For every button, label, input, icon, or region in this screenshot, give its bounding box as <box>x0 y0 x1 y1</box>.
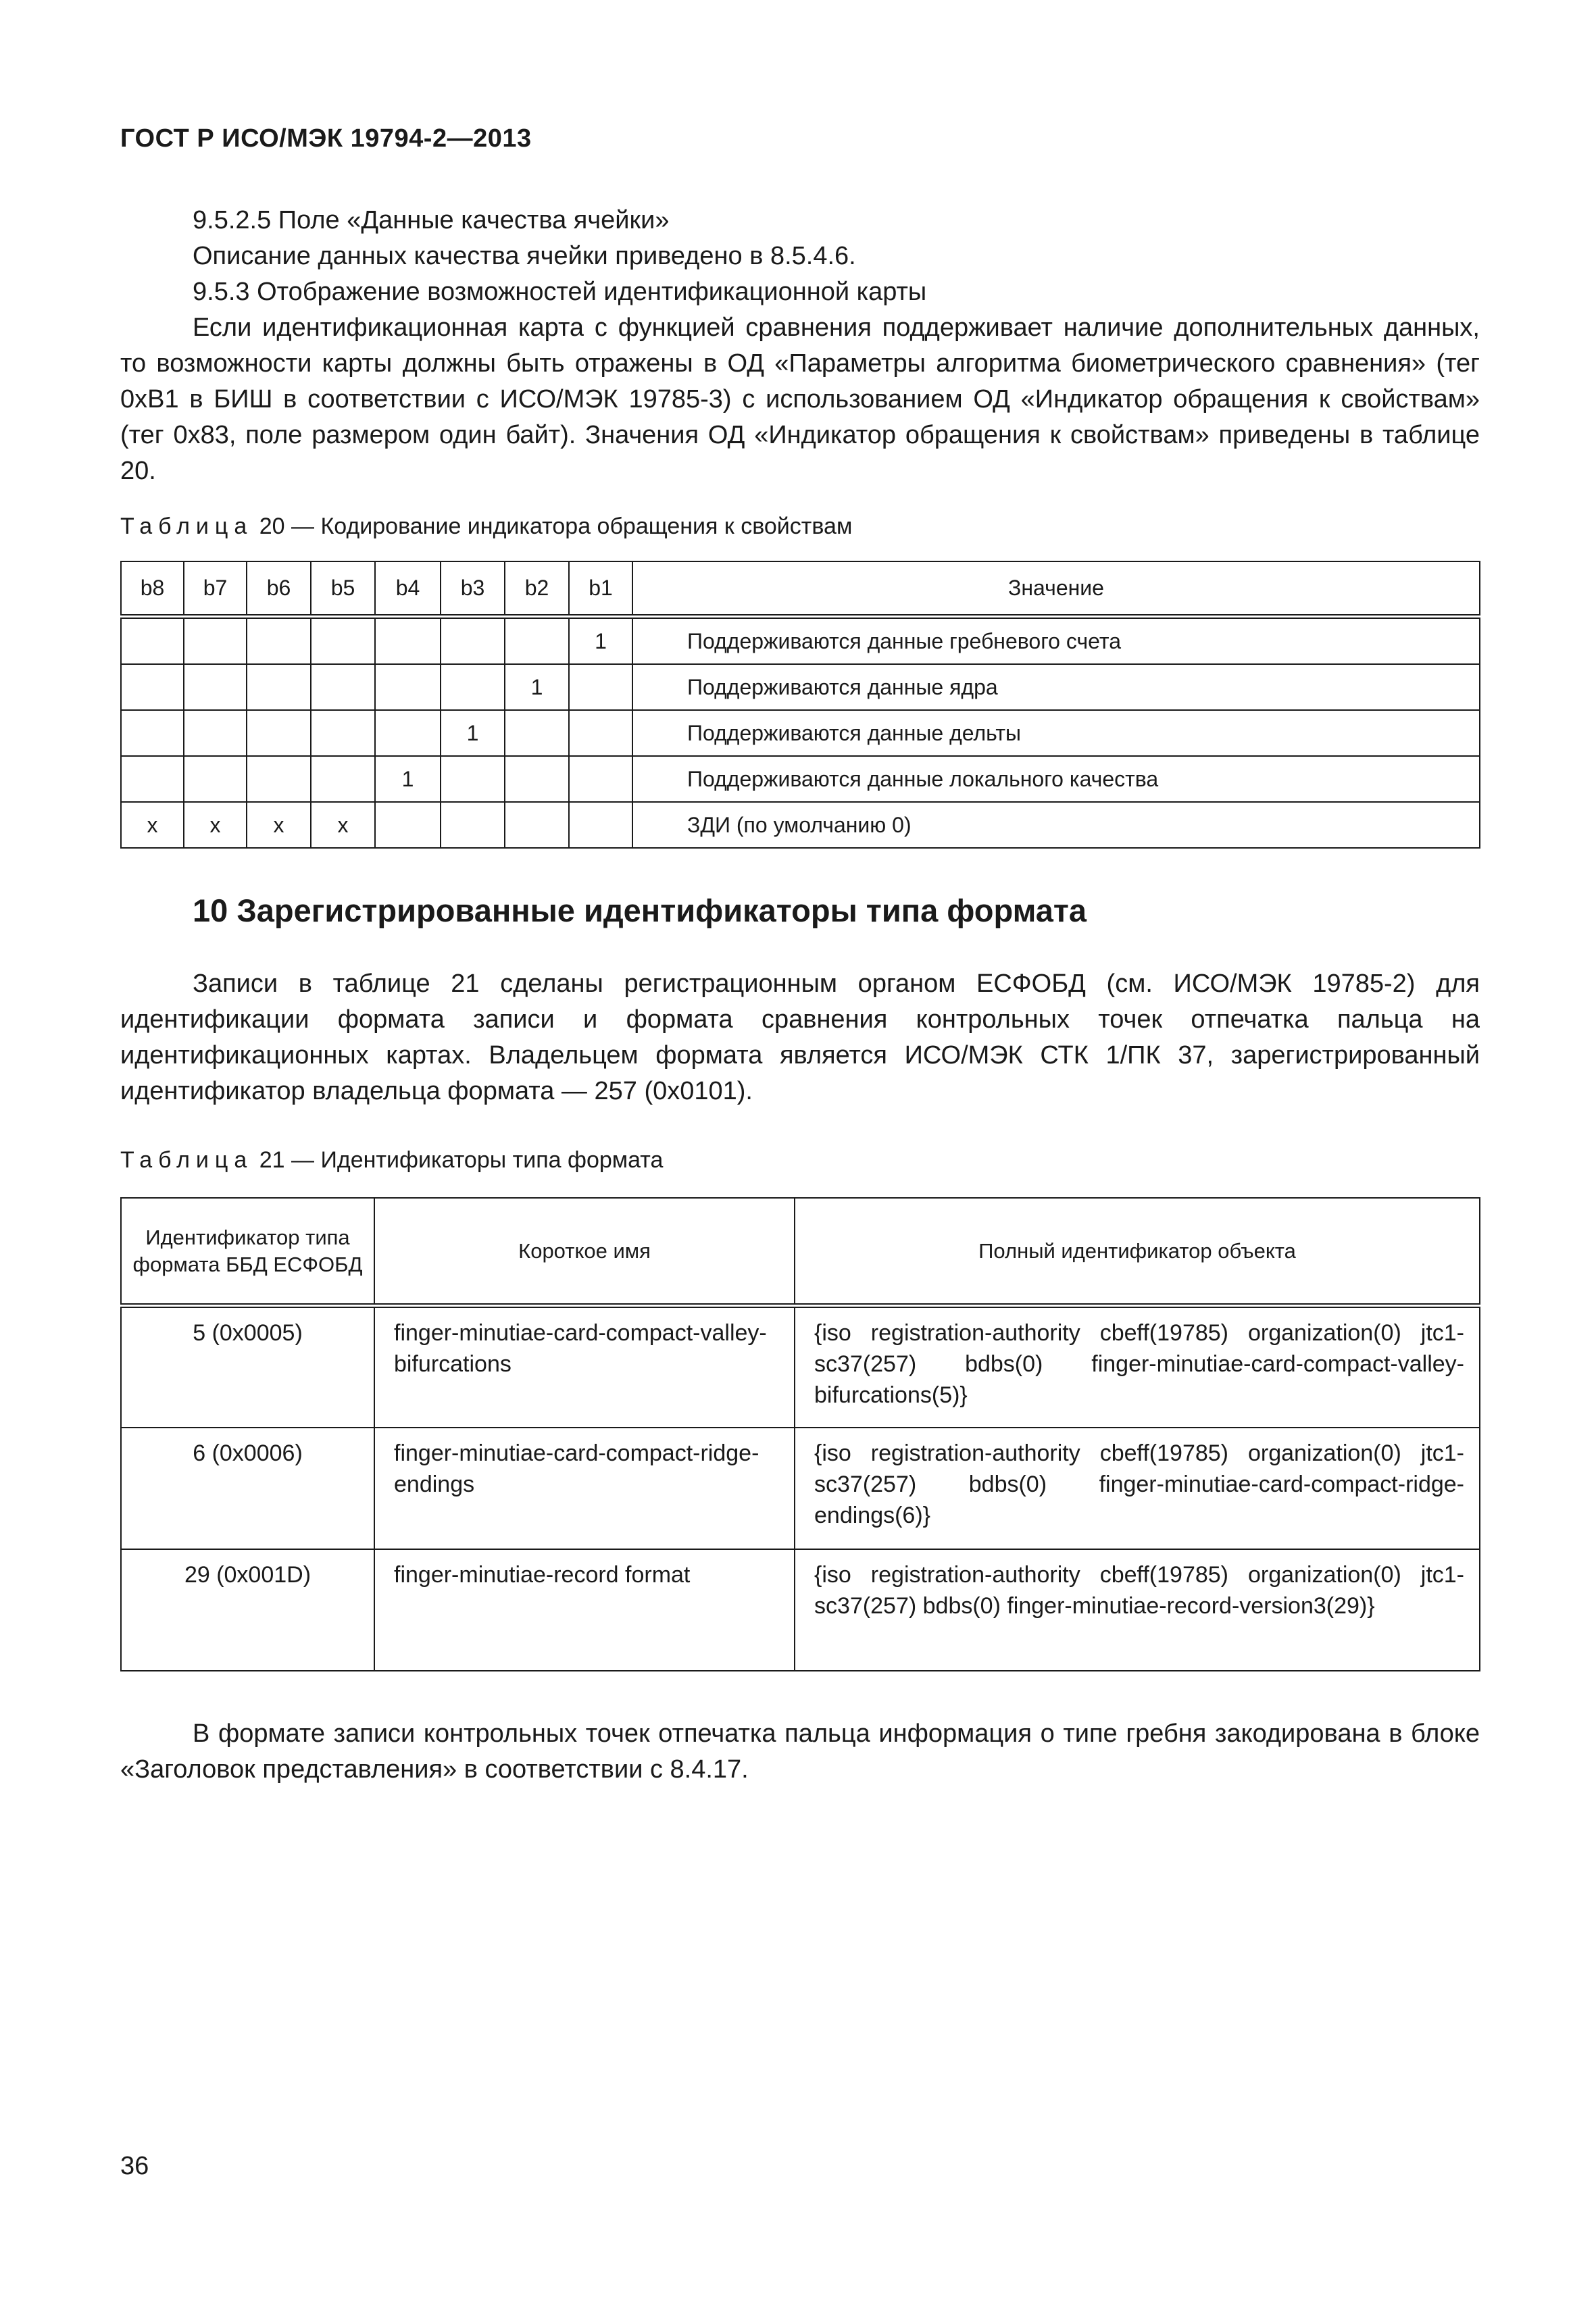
table-21-caption-prefix: Таблица <box>120 1147 253 1173</box>
table-cell <box>375 664 441 710</box>
table-21-header-cell: Полный идентификатор объекта <box>795 1198 1480 1306</box>
table-20-caption-prefix: Таблица <box>120 513 253 539</box>
table-20-caption-text: 20 — Кодирование индикатора обращения к свойствам <box>253 513 853 539</box>
table-cell <box>311 664 375 710</box>
clause-9-5-2-5-text: Описание данных качества ячейки приведено в 8.5.4.6. <box>193 242 856 270</box>
table-20-header-value: Значение <box>632 561 1480 617</box>
table-cell <box>247 756 311 802</box>
table-20-header-row <box>121 561 1480 617</box>
table-cell: x <box>311 802 375 848</box>
table-20-header-cell: b6 <box>247 561 311 617</box>
table-cell-short-name: finger-minutiae-card-compact-ridge-endings <box>374 1428 795 1549</box>
table-cell-value: Поддерживаются данные ядра <box>632 664 1480 710</box>
table-cell <box>121 756 184 802</box>
table-cell <box>184 756 247 802</box>
table-cell <box>441 664 505 710</box>
table-20-header-cell: b1 <box>569 561 632 617</box>
table-cell <box>505 802 569 848</box>
table-cell-format-id: 5 (0x0005) <box>121 1306 374 1428</box>
table-cell-short-name: finger-minutiae-record format <box>374 1549 795 1671</box>
table-20-header-cell: b3 <box>441 561 505 617</box>
table-cell <box>375 710 441 756</box>
table-row <box>121 710 1480 756</box>
table-20 <box>120 561 1480 849</box>
table-21-caption-text: 21 — Идентификаторы типа формата <box>253 1147 664 1173</box>
table-cell <box>441 802 505 848</box>
table-cell <box>184 617 247 665</box>
table-cell <box>311 756 375 802</box>
table-cell <box>247 710 311 756</box>
table-cell-object-id: {iso registration-authority cbeff(19785) organization(0) jtc1-sc37(257) bdbs(0) finger-minutiae-card-compact-valley-bifurcations(5)} <box>795 1306 1480 1428</box>
table-cell-short-name: finger-minutiae-card-compact-valley-bifurcations <box>374 1306 795 1428</box>
table-20-header-cell: b2 <box>505 561 569 617</box>
table-cell-object-id: {iso registration-authority cbeff(19785) organization(0) jtc1-sc37(257) bdbs(0) finger-minutiae-record-version3(29)} <box>795 1549 1480 1671</box>
table-row <box>121 1549 1480 1671</box>
table-cell <box>569 802 632 848</box>
table-cell <box>569 756 632 802</box>
table-20-header-cell: b4 <box>375 561 441 617</box>
table-cell: x <box>247 802 311 848</box>
table-cell: 1 <box>375 756 441 802</box>
table-20-header-cell: b7 <box>184 561 247 617</box>
table-cell <box>505 756 569 802</box>
table-row <box>121 1306 1480 1428</box>
table-row <box>121 617 1480 665</box>
table-cell <box>247 664 311 710</box>
table-cell <box>121 664 184 710</box>
table-cell-format-id: 6 (0x0006) <box>121 1428 374 1549</box>
table-cell-value: Поддерживаются данные гребневого счета <box>632 617 1480 665</box>
table-20-header-cell: b8 <box>121 561 184 617</box>
table-cell: x <box>184 802 247 848</box>
table-cell-format-id: 29 (0x001D) <box>121 1549 374 1671</box>
table-row <box>121 664 1480 710</box>
table-cell <box>441 756 505 802</box>
table-cell-value: Поддерживаются данные локального качества <box>632 756 1480 802</box>
table-20-caption <box>120 513 852 540</box>
page-number: 36 <box>120 2152 149 2180</box>
table-cell <box>311 710 375 756</box>
table-cell: 1 <box>441 710 505 756</box>
table-cell <box>184 664 247 710</box>
clause-9-5-3-paragraph: Если идентификационная карта с функцией сравнения поддерживает наличие дополнительных данных, то возможности карты должны быть отражены в ОД «Параметры алгоритма биометрического сравнения» (тег 0xB1 в БИШ в соответствии с ИСО/МЭК 19785-3) с использованием ОД «Индикатор обращения к свойствам» (тег 0x83, поле размером один байт). Значения ОД «Индикатор обращения к свойствам» приведены в таблице 20. <box>120 313 1480 485</box>
table-cell <box>375 617 441 665</box>
table-21-header-cell: Идентификатор типа формата ББД ЕСФОБД <box>121 1198 374 1306</box>
table-21-header-cell: Короткое имя <box>374 1198 795 1306</box>
table-cell <box>121 710 184 756</box>
table-row <box>121 756 1480 802</box>
table-cell <box>311 617 375 665</box>
table-cell <box>441 617 505 665</box>
section-10-title: 10 Зарегистрированные идентификаторы типа формата <box>193 892 1087 928</box>
table-cell: 1 <box>569 617 632 665</box>
table-row <box>121 1428 1480 1549</box>
section-10-paragraph: Записи в таблице 21 сделаны регистрационным органом ЕСФОБД (см. ИСО/МЭК 19785-2) для идентификации формата записи и формата сравнения контрольных точек отпечатка пальца на идентификационных картах. Владельцем формата является ИСО/МЭК СТК 1/ПК 37, зарегистрированный идентификатор владельца формата — 257 (0x0101). <box>120 970 1480 1105</box>
table-cell <box>375 802 441 848</box>
document-header: ГОСТ Р ИСО/МЭК 19794-2—2013 <box>120 124 532 153</box>
table-row <box>121 802 1480 848</box>
table-cell <box>505 710 569 756</box>
closing-paragraph: В формате записи контрольных точек отпечатка пальца информация о типе гребня закодирована в блоке «Заголовок представления» в соответствии с 8.4.17. <box>120 1719 1480 1784</box>
table-cell <box>569 664 632 710</box>
table-20-header-cell: b5 <box>311 561 375 617</box>
table-cell-value: ЗДИ (по умолчанию 0) <box>632 802 1480 848</box>
table-21 <box>120 1197 1480 1671</box>
table-cell <box>121 617 184 665</box>
table-cell-object-id: {iso registration-authority cbeff(19785) organization(0) jtc1-sc37(257) bdbs(0) finger-minutiae-card-compact-ridge-endings(6)} <box>795 1428 1480 1549</box>
table-cell-value: Поддерживаются данные дельты <box>632 710 1480 756</box>
table-cell: x <box>121 802 184 848</box>
table-21-header-row <box>121 1198 1480 1306</box>
table-cell: 1 <box>505 664 569 710</box>
table-cell <box>184 710 247 756</box>
clause-9-5-3-title: 9.5.3 Отображение возможностей идентификационной карты <box>193 278 927 306</box>
clause-9-5-2-5-title: 9.5.2.5 Поле «Данные качества ячейки» <box>193 206 670 234</box>
table-cell <box>569 710 632 756</box>
table-cell <box>247 617 311 665</box>
table-21-caption <box>120 1147 663 1174</box>
table-cell <box>505 617 569 665</box>
